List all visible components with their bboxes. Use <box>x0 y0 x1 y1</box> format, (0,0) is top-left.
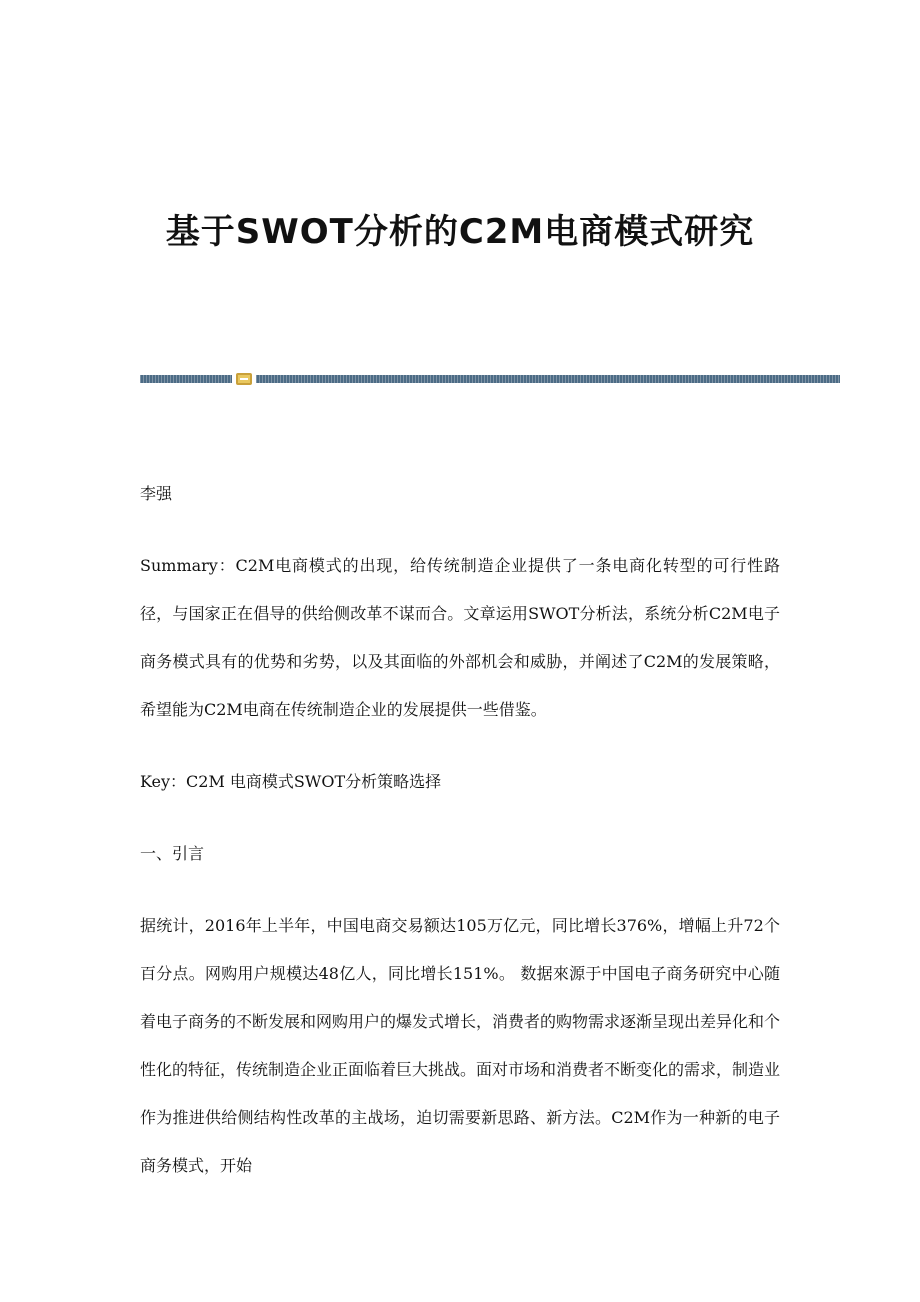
document-title: 基于SWOT分析的C2M电商模式研究 <box>165 212 755 252</box>
body-paragraph: 据统计，2016年上半年，中国电商交易额达105万亿元，同比增长376%，增幅上升72个百分点。网购用户规模达48亿人，同比增长151%。 数据來源于中国电子商务研究中心随着电子商务的不断发展和网购用户的爆发式增长，消费者的购物需求逐渐呈现出差异化和个性化的特征，传统制造企业正面临着巨大挑战。面对市场和消费者不断变化的需求，制造业作为推进供给侧结构性改革的主战场，迫切需要新思路、新方法。C2M作为一种新的电子商务模式，开始 <box>140 916 781 1175</box>
title-divider-left <box>140 375 232 383</box>
keywords-line: Key：C2M 电商模式SWOT分析策略选择 <box>140 772 442 791</box>
summary-paragraph: Summary：C2M电商模式的出现，给传统制造企业提供了一条电商化转型的可行性路径，与国家正在倡导的供给侧改革不谋而合。文章运用SWOT分析法，系统分析C2M电子商务模式具有的优势和劣势，以及其面临的外部机会和威胁，并阐述了C2M的发展策略，希望能为C2M电商在传统制造企业的发展提供一些借鉴。 <box>140 556 780 719</box>
divider-ornament-icon <box>236 373 252 385</box>
section-heading: 一、引言 <box>140 844 205 863</box>
title-divider-right <box>256 375 840 383</box>
author-name: 李强 <box>140 484 173 503</box>
document-body <box>140 470 780 1214</box>
